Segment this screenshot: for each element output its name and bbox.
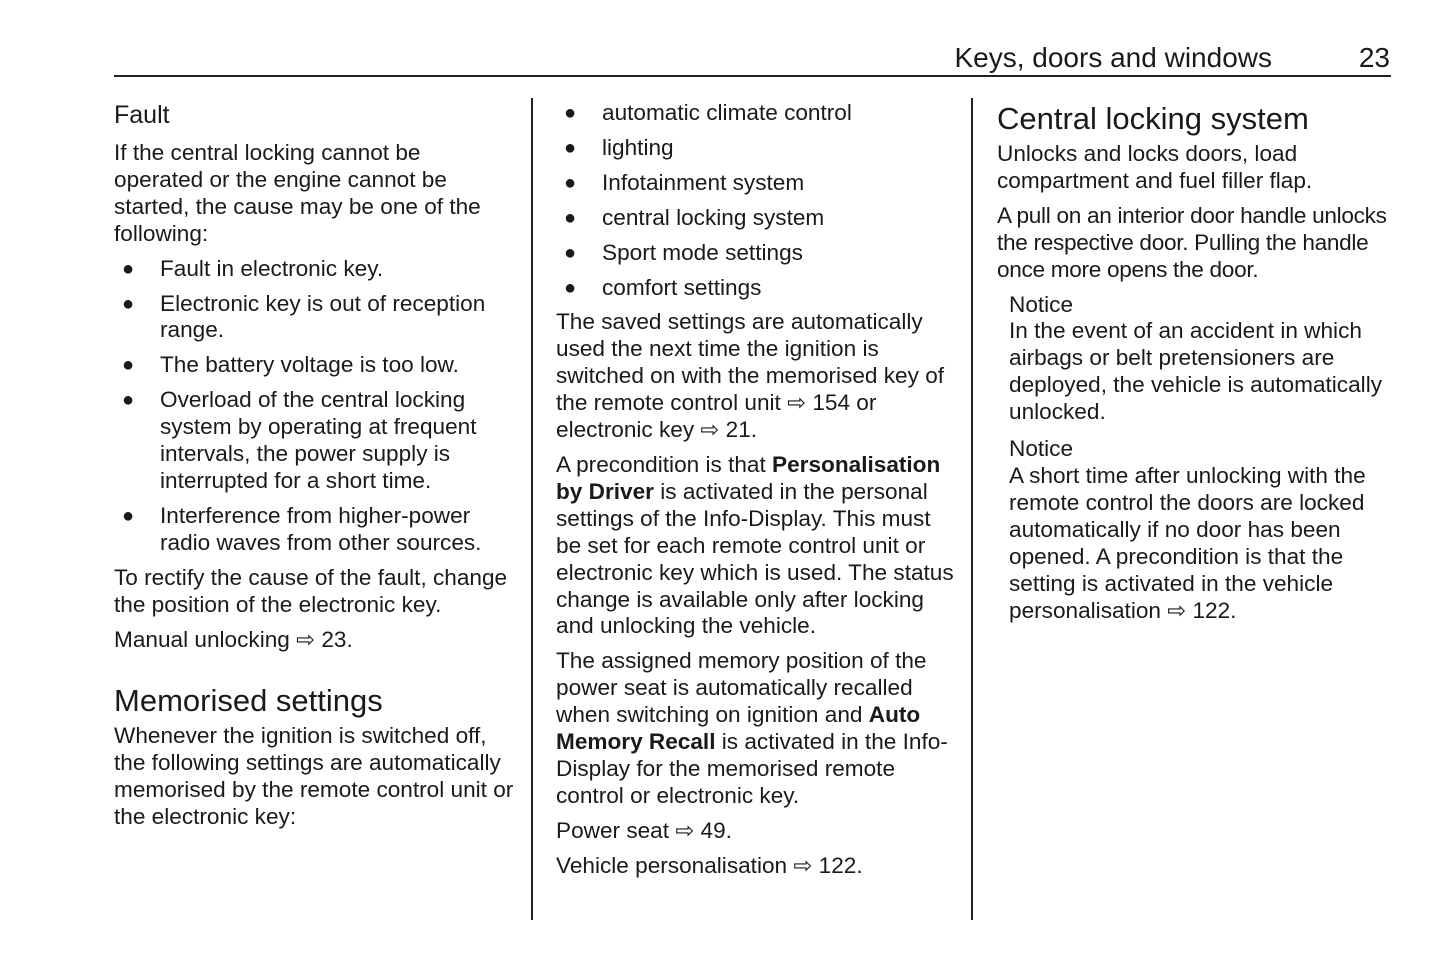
notice-title: Notice [1009,436,1074,462]
bullet-icon: ● [122,354,135,377]
bullet-icon: ● [564,241,577,264]
list-item [556,275,954,302]
bullet-icon: ● [564,102,577,124]
bullet-icon: ● [122,257,135,280]
list-item [114,352,514,379]
arrow-ref-icon[interactable]: ⇨ [675,817,695,843]
page-ref[interactable]: 23. [321,626,353,652]
memorised-list [556,100,954,301]
bullet-icon: ● [564,276,577,299]
list-item-text: Overload of the central locking system by operating at frequent intervals, the power supply is interrupted for a short time. [160,387,477,493]
rectify-text: To rectify the cause of the fault, change the position of the electronic key. [114,564,508,617]
list-item [556,135,954,162]
list-item-text: lighting [602,134,674,160]
column-1 [114,100,514,839]
saved-settings-text: The saved settings are automatically used the next time the ignition is switched on with the memorised key of the remote control unit ⇨ 154 or electronic key ⇨ 21. [556,309,945,443]
list-item [114,256,514,283]
list-item [114,503,514,557]
list-item-text: Fault in electronic key. [160,255,384,281]
bullet-icon: ● [564,206,577,229]
notice-title: Notice [1009,291,1074,317]
fault-intro: If the central locking cannot be operated or the engine cannot be started, the cause may be one of the following: [114,140,481,246]
page-ref[interactable]: 122. [1192,597,1237,623]
header-rule [114,75,1391,77]
arrow-ref-icon[interactable]: ⇨ [787,390,807,416]
column-2 [556,100,954,888]
vehicle-personalisation-ref: Vehicle personalisation ⇨ 122. [556,852,863,878]
arrow-ref-icon[interactable]: ⇨ [296,626,316,652]
manual-unlocking-ref: Manual unlocking ⇨ 23. [114,626,353,652]
memory-position-text: The assigned memory position of the power seat is automatically recalled when switching on ignition and Auto Memory Recall is activated in the Info-Display for the memorised remote control or electronic key. [556,648,948,808]
memorised-intro: Whenever the ignition is switched off, the following settings are automatically memorised by the remote control unit or the electronic key: [114,723,514,830]
list-item-text: comfort settings [602,274,762,300]
page-number: 23 [1358,42,1390,73]
list-item-text: Interference from higher-power radio waves from other sources. [160,502,482,555]
bullet-icon: ● [564,136,577,159]
list-item [114,387,514,495]
notice-autolock [1009,436,1395,624]
notice-text: A short time after unlocking with the remote control the doors are locked automatically if no door has been opened. A precondition is that the setting is activated in the vehicle personalisation [1009,462,1366,623]
list-item [556,170,954,197]
page-ref[interactable]: 49. [700,817,732,843]
column-3 [997,101,1395,634]
list-item [556,240,954,267]
list-item-text: automatic climate control [602,100,852,125]
notice-text: In the event of an accident in which airbags or belt pretensioners are deployed, the vehicle is automatically unlocked. [1009,318,1383,425]
list-item-text: Infotainment system [602,169,805,195]
page-header-title: Keys, doors and windows [954,42,1272,73]
bullet-icon: ● [122,389,135,412]
door-handle-text: A pull on an interior door handle unlocks the respective door. Pulling the handle once more opens the door. [997,202,1387,282]
fault-list [114,256,514,557]
precondition-text: A precondition is that Personalisation by Driver is activated in the personal settings of the Info-Display. This must be set for each remote control unit or electronic key which is used. The status change is available only after locking and unlocking the vehicle. [556,451,954,639]
page-ref[interactable]: 122. [818,852,863,878]
list-item [114,291,514,345]
list-item-text: The battery voltage is too low. [160,352,459,378]
list-item [556,100,954,127]
bullet-icon: ● [122,504,135,527]
bullet-icon: ● [564,171,577,194]
list-item-text: Sport mode settings [602,239,803,265]
power-seat-ref: Power seat ⇨ 49. [556,817,732,843]
column-divider [971,98,973,920]
column-divider [531,98,533,920]
arrow-ref-icon[interactable]: ⇨ [700,417,720,443]
memorised-settings-heading: Memorised settings [114,683,383,719]
bullet-icon: ● [122,292,135,315]
central-locking-heading: Central locking system [997,101,1309,136]
list-item [556,205,954,232]
notice-accident [1009,292,1395,427]
central-locking-intro: Unlocks and locks doors, load compartment and fuel filler flap. [997,141,1313,193]
list-item-text: central locking system [602,204,825,230]
list-item-text: Electronic key is out of reception range. [160,290,486,343]
fault-heading: Fault [114,101,170,129]
arrow-ref-icon[interactable]: ⇨ [793,852,813,878]
arrow-ref-icon[interactable]: ⇨ [1167,597,1187,623]
